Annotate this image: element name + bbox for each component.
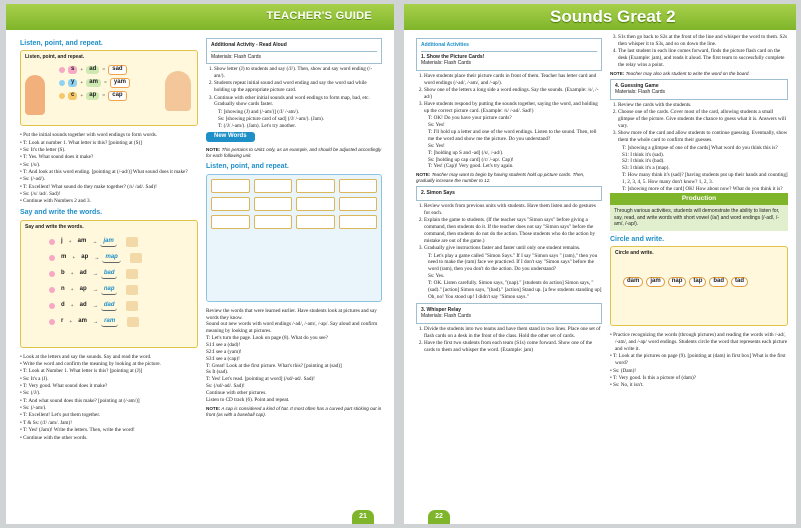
picture-thumb [126, 285, 138, 295]
swtw-row [49, 298, 193, 314]
dialogue-line: Ss: Yes. [428, 273, 445, 280]
result-word: cap [108, 91, 126, 101]
word-ending: ad [79, 270, 87, 277]
dialogue-line: T: How many think it's (sad)? [having students put up their hands and counting] 1, 2, 3, 4, 5. How many don't know? 1, 2, 3. [622, 172, 788, 185]
note-label: NOTE: [416, 172, 431, 178]
note [416, 172, 602, 184]
instruction-list [20, 132, 198, 205]
dialogue-line: Sound out new words with word endings /-ad/, /-am/, /-ap/. Say aloud and confirm meaning by looking at pictures. [206, 321, 378, 335]
note [206, 147, 382, 159]
sound-dot-icon [59, 67, 65, 73]
list-item: • Ss: It's a (J). [25, 376, 198, 383]
dialogue [206, 109, 382, 130]
arrow-icon: → [92, 270, 98, 277]
list-item: • Practice recognizing the words (through pictures) and reading the words with /-ad/, /-am/, and /-ap/ word endings. Students circle the word that represents each picture and write it. [615, 332, 788, 353]
swtw-row [49, 266, 193, 282]
word-picture-card [254, 197, 293, 211]
swtw-row [49, 250, 193, 266]
list-item: • Continue with Numbers 2 and 3. [25, 198, 198, 205]
picture-title: Listen, point, and repeat. [25, 54, 85, 61]
list-item: • Ss: (/J/). [25, 390, 198, 397]
list-item: • T: Yes. What sound does it make? [25, 154, 198, 161]
dialogue-line: S3:I see a (cap)! [206, 355, 240, 362]
sound-dot-icon [49, 287, 55, 293]
list-item: • T: Look at number 1. What letter is this? [pointing at (S)] [25, 140, 198, 147]
list-item: • Ss: No, it isn't. [615, 382, 788, 389]
word-picture-card [339, 179, 378, 193]
arrow-icon: → [92, 318, 99, 325]
word-picture-card [211, 179, 250, 193]
say-write-picture [20, 220, 198, 348]
dialogue-line: Continue with other pictures. [206, 390, 267, 396]
list-item: 3. Continue with other initial sounds and word endings to form map, bad, etc. Gradually show cards faster. [214, 95, 382, 109]
dialogue-line: Listen to CD track (6). Point and repeat. [206, 396, 290, 403]
arrow-icon: → [92, 302, 98, 309]
word-picture-card [254, 215, 293, 229]
plus-sign: + [70, 270, 74, 277]
boy-illustration [165, 71, 191, 111]
note [206, 406, 382, 418]
dialogue [610, 145, 788, 193]
circle-write-picture [610, 246, 788, 326]
dialogue-line: T: I'll hold up a letter and one of the word endings. Listen to the sound. Then, tell me the word and show me the picture. Do you understand? [428, 129, 597, 143]
production-banner: Production [610, 193, 788, 206]
dialogue-line: S2: I think it's (bad). [622, 158, 665, 165]
list-item: • T: Very good. Is this a picture of (dam)? [615, 375, 788, 382]
word-ending: ad [86, 66, 99, 74]
list-item: • T: Excellent! Let's put them together. [25, 412, 198, 419]
list-item: 4. The last student in each line comes forward, finds the picture flash card on the desk (Example: jam), and reads it aloud. The first team to successfully complete the relay wins a point. [618, 48, 788, 69]
right-page [404, 4, 796, 524]
list-item: 2. Choose one of the cards. Cover most of the card, allowing students a small glimpse of the picture. Give students the chance to guess what it is. Answers will vary. [618, 109, 788, 130]
word-ending: ap [86, 92, 99, 100]
new-words-pill: New Words [206, 132, 255, 142]
activity-title: 1. Show the Picture Cards! [421, 53, 485, 60]
list-item: • T: And what sound does this make? [pointing at (/-am/)] [25, 398, 198, 405]
box-title: Additional Activity - Read Aloud [211, 42, 377, 52]
note-text: A cap is considered a kind of hat. It most often has a curved part sticking out in front (as with a baseball cap). [206, 405, 382, 417]
list-item: • Ss: (Dam)! [615, 368, 788, 375]
activity-box [610, 79, 788, 100]
box-materials: Materials: Flash Cards [211, 53, 262, 60]
steps-list [610, 102, 788, 144]
left-column-2 [206, 36, 382, 420]
steps-list [416, 203, 602, 252]
word-ending: am [86, 79, 101, 87]
dialogue-line: S2:I see a (yam)! [206, 348, 242, 355]
steps-list [610, 34, 788, 69]
word-picture-card [339, 197, 378, 211]
instruction-list [610, 332, 788, 389]
dialogue-line: T: Let's turn the page. Look on page (8). What do you see? [206, 335, 328, 342]
header-band [404, 4, 796, 30]
word-picture-card [339, 215, 378, 229]
page-header-title: Sounds Great 2 [550, 7, 676, 26]
word-choice-chip: jam [646, 277, 664, 287]
picture-thumb [130, 253, 142, 263]
initial-sound: c [68, 92, 77, 100]
activity-box [416, 186, 602, 201]
list-item: 3. Show more of the card and allow students to continue guessing. Eventually, show them the whole card to confirm their guesses. [618, 130, 788, 144]
list-item: • Ss: (/s/ /ad/. Sad)! [25, 191, 198, 198]
list-item: • T: And look at this word ending. [pointing at (/-ad/)] What sound does it make? [25, 169, 198, 176]
word-ending: ad [79, 302, 87, 309]
additional-activities-box [416, 38, 602, 71]
swtw-row [49, 234, 193, 250]
picture-title: Say and write the words. [25, 223, 84, 230]
dialogue [416, 253, 602, 301]
dialogue [416, 115, 602, 170]
word-ending: ap [79, 286, 87, 293]
answer-word: jam [100, 238, 116, 247]
dialogue-line: T: [showing (J) and (/-am/)] (/J/ /-am/). [218, 108, 300, 115]
steps-list [416, 326, 602, 354]
answer-word: bad [101, 270, 118, 279]
word-picture-card [254, 179, 293, 193]
word-picture-card [296, 215, 335, 229]
activity-box [416, 303, 602, 324]
result-word: sad [108, 65, 126, 75]
plus-sign: + [69, 318, 73, 325]
activity-title: 4. Guessing Game [615, 82, 659, 89]
word-choice-chip: tad [731, 277, 748, 287]
section-heading: Listen, point, and repeat. [206, 163, 289, 171]
swtw-row [49, 314, 193, 330]
dialogue-line: Ss: (/sd/-ad/. Sad)! [206, 383, 245, 390]
page-number: 21 [352, 510, 374, 524]
dialogue-line: S3: I think it's a (map). [622, 165, 670, 172]
girl-illustration [25, 75, 45, 115]
initial-letter: r [61, 318, 64, 325]
initial-letter: d [61, 302, 65, 309]
list-item: 2. Have the first two students from each team (S1s) come forward. Show one of the cards to them and whisper the word. (Example: jam) [424, 340, 602, 354]
answer-word: map [102, 254, 120, 263]
plus-sign: + [80, 66, 84, 73]
activity-title: 2. Simon Says [421, 190, 455, 197]
dialogue-line: Review the words that were learned earlier. Have students look at pictures and say words they know. [206, 307, 377, 321]
list-item: • T: Yes! (Jam)! Write the letters. Then, write the word! [25, 427, 198, 434]
plus-sign: + [80, 79, 84, 86]
sound-dot-icon [49, 255, 55, 261]
dialogue-line: T: Great! Look at the first picture. What's this? [pointing at (sad)] [206, 362, 342, 369]
dialogue-line: T: Yes! Let's read. [pointing at word] (/sd/-ad/. Sad)! [206, 376, 315, 383]
section-heading: Say and write the words. [20, 209, 103, 217]
equals-sign: = [103, 79, 107, 86]
note-label: NOTE: [610, 70, 625, 76]
dialogue-line: T: [showing more of the card] OK! How about now? What do you think it is? [622, 185, 783, 192]
section-heading: Listen, point, and repeat. [20, 40, 103, 47]
activity-title: 3. Whisper Relay [421, 306, 462, 313]
instruction-list [20, 354, 198, 442]
sound-dot-icon [59, 93, 65, 99]
left-column-1 [20, 36, 198, 442]
sound-dot-icon [49, 319, 55, 325]
classroom-picture [206, 174, 382, 302]
word-picture-card [211, 197, 250, 211]
list-item: • T & Ss: (/J/ /am/. Jam)! [25, 420, 198, 427]
right-column-1 [416, 36, 602, 354]
note-text: Teacher may want to begin by having students hold up picture cards. Then, gradually increase the number to 12. [416, 172, 585, 184]
section-heading: Circle and write. [610, 236, 665, 244]
list-item: 1. Show letter (J) to students and say (/J/). Then, show and say word ending (/-am/). [214, 66, 382, 80]
list-item: 1. Divide the students into two teams and have them stand in two lines. Place one set of flash cards on a desk in the front of the class. Hold the other set of cards. [424, 326, 602, 340]
arrow-icon: → [92, 238, 98, 245]
list-item: • T: Look at Number 1. What letter is this? [pointing at (J)] [25, 368, 198, 375]
equals-sign: = [102, 92, 106, 99]
word-picture-card [296, 179, 335, 193]
list-item: • T: Excellent! What sound do they make together? (/s/ /ad/. Sad)! [25, 184, 198, 191]
list-item: • Ss: (/-ad/). [25, 176, 198, 183]
list-item: 2. Students repeat initial sound and word ending and say the word sad while holding up the appropriate picture card. [214, 80, 382, 94]
arrow-icon: → [92, 286, 98, 293]
left-page [6, 4, 394, 524]
dialogue-line: T: OK. Listen carefully. Simon says, "(nap)." [students do action] Simon says, "(sad)." [action] Simon says, "(bad)." [action] Stand up. [a few students standing up] Oh, no! You stood up! I didn't say "Simon says." [428, 279, 602, 300]
dialogue-line: Ss It (sad). [206, 369, 229, 376]
equals-sign: = [102, 66, 106, 73]
word-choice-chip: dam [623, 277, 643, 287]
sound-dot-icon [59, 80, 65, 86]
initial-letter: b [61, 270, 65, 277]
note [610, 71, 788, 77]
list-item: • Write the word and confirm the meaning by looking at the picture. [25, 361, 198, 368]
plus-sign: + [80, 92, 84, 99]
result-word: yam [110, 78, 130, 88]
header-band [6, 4, 394, 30]
swtw-row [49, 282, 193, 298]
page-number: 22 [428, 510, 450, 524]
activity-materials: Materials: Flash Cards [421, 60, 472, 67]
word-ending: am [78, 318, 87, 325]
answer-word: nap [101, 286, 118, 295]
initial-sound: y [68, 79, 77, 87]
initial-letter: j [61, 238, 63, 245]
picture-thumb [127, 317, 139, 327]
plus-sign: + [72, 254, 76, 261]
word-choice-chip: tap [689, 277, 706, 287]
list-item: • T: Look at the pictures on page (9). [pointing at (dam) in first box] What is the first word? [615, 353, 788, 367]
sound-dot-icon [49, 271, 55, 277]
picture-thumb [126, 301, 138, 311]
list-item: • Look at the letters and say the sounds. Say and read the word. [25, 354, 198, 361]
initial-sound: s [68, 66, 77, 74]
list-item: • T: Very good. What sound does it make? [25, 383, 198, 390]
dialogue-line: Ss: Yes! [428, 122, 445, 129]
dialogue-line: Ss: [holding up cap card] (/c/ /-ap/. Cap)! [428, 156, 514, 163]
plus-sign: + [70, 302, 74, 309]
note-label: NOTE: [206, 405, 221, 411]
note-text: This pertains to Unit1 only, as an example, and should be adjusted accordingly for each following unit. [206, 147, 382, 159]
list-item: • Continue with the other words. [25, 435, 198, 442]
plus-sign: + [68, 238, 72, 245]
note-text: Teacher may also ask student to write the word on the board. [625, 70, 750, 76]
dialogue-line: S1: I think it's (sad). [622, 151, 665, 158]
dialogue-line: Ss: [showing picture card of sad] (/J/ /-am/). (Jam). [218, 115, 325, 122]
sound-dot-icon [49, 303, 55, 309]
list-item: 1. Review the cards with the students. [618, 102, 788, 109]
right-column-2 [610, 34, 788, 390]
word-chips [615, 277, 783, 287]
swtw-rows [25, 234, 193, 330]
arrow-icon: → [94, 254, 100, 261]
box-title: Additional Activities [421, 42, 597, 52]
word-picture-card [211, 215, 250, 229]
production-text: Through various activities, students will demonstrate the ability to listen for, say, read, and write words with short vowel (/a/) and word endings (/-ad/, /-am/, /-ap/). [610, 205, 788, 231]
list-item: • Ss: (/-am/). [25, 405, 198, 412]
plus-sign: + [70, 286, 74, 293]
dialogue-line: T: Let's play a game called "Simon Says." If I say "Simon says " (ram)," then you need to make the (ram) face we practiced. If I don't say "Simon says" before the word (ram), then you don't do the action. Do you understand? [428, 252, 598, 273]
page-header-title: TEACHER'S GUIDE [266, 10, 372, 22]
dialogue-line: Ss: Yes! [428, 142, 445, 149]
word-choice-chip: nap [668, 277, 687, 287]
dialogue-line: T: [showing a glimpse of one of the cards] What word do you think this is? [622, 144, 778, 151]
activity-materials: Materials: Flash Cards [421, 313, 472, 320]
list-item: 2. Show one of the letters a long side a word endings. Say the sounds. (Example: /s/, /-ad/) [424, 87, 602, 101]
picture-thumb [126, 237, 138, 247]
dialogue-line: T: [holding up S and -ad] (/s/, /-ad/). [428, 149, 504, 156]
note-label: NOTE: [206, 147, 221, 153]
picture-title: Circle and write. [615, 250, 654, 257]
list-item: 3. Have students respond by putting the sounds together, saying the word, and holding up the correct picture card. (Example: /s/ /-ad/. Sad!) [424, 101, 602, 115]
initial-letter: m [61, 254, 67, 261]
listen-point-repeat-picture [20, 50, 198, 126]
dialogue-line: T: Yes! (Cap)! Very good. Let's try again. [428, 163, 514, 170]
list-item: • Put the initial sounds together with word endings to form words. [25, 132, 198, 139]
answer-word: dad [101, 302, 118, 311]
answer-word: ram [101, 318, 118, 327]
initial-letter: n [61, 286, 65, 293]
list-item: 2. Explain the game to students. (If the teacher says "Simon says" before giving a command, then students do it. If the teacher does not say "Simon says" before the command, then students do not do the action. Those students who do the action by mistake are out of the game.) [424, 217, 602, 244]
picture-thumb [126, 269, 138, 279]
dialogue-line: T: OK! Do you have your picture cards? [428, 115, 512, 122]
word-choice-chip: bad [709, 277, 728, 287]
word-icon-grid [207, 175, 381, 233]
word-picture-card [296, 197, 335, 211]
list-item: • Ss: (/s/). [25, 162, 198, 169]
steps-list [206, 66, 382, 108]
dialogue-line: S1:I see a (dad)! [206, 341, 241, 348]
list-item: 3. S1s then go back to S2s at the front of the line and whisper the word to them. S2s then whisper it to S3s, and so on down the line. [618, 34, 788, 48]
list-item: 1. Have students place their picture cards in front of them. Teacher has letter card and word endings (/-ad/, /-am/, and /-ap/). [424, 73, 602, 87]
list-item: 1. Review words from previous units with students. Have them listen and do gestures for each. [424, 203, 602, 217]
additional-activity-box [206, 38, 382, 64]
review-lines [206, 308, 382, 404]
word-ending: ap [81, 254, 89, 261]
sound-dot-icon [49, 239, 55, 245]
word-ending: am [77, 238, 87, 245]
steps-list [416, 73, 602, 115]
activity-materials: Materials: Flash Cards [615, 89, 666, 96]
dialogue-line: T: (/J/ /-am/). (Jam). Let's try another. [218, 122, 297, 129]
list-item: 3. Gradually give instructions faster and faster until only one student remains. [424, 245, 602, 252]
list-item: • Ss: It's the letter (S). [25, 147, 198, 154]
